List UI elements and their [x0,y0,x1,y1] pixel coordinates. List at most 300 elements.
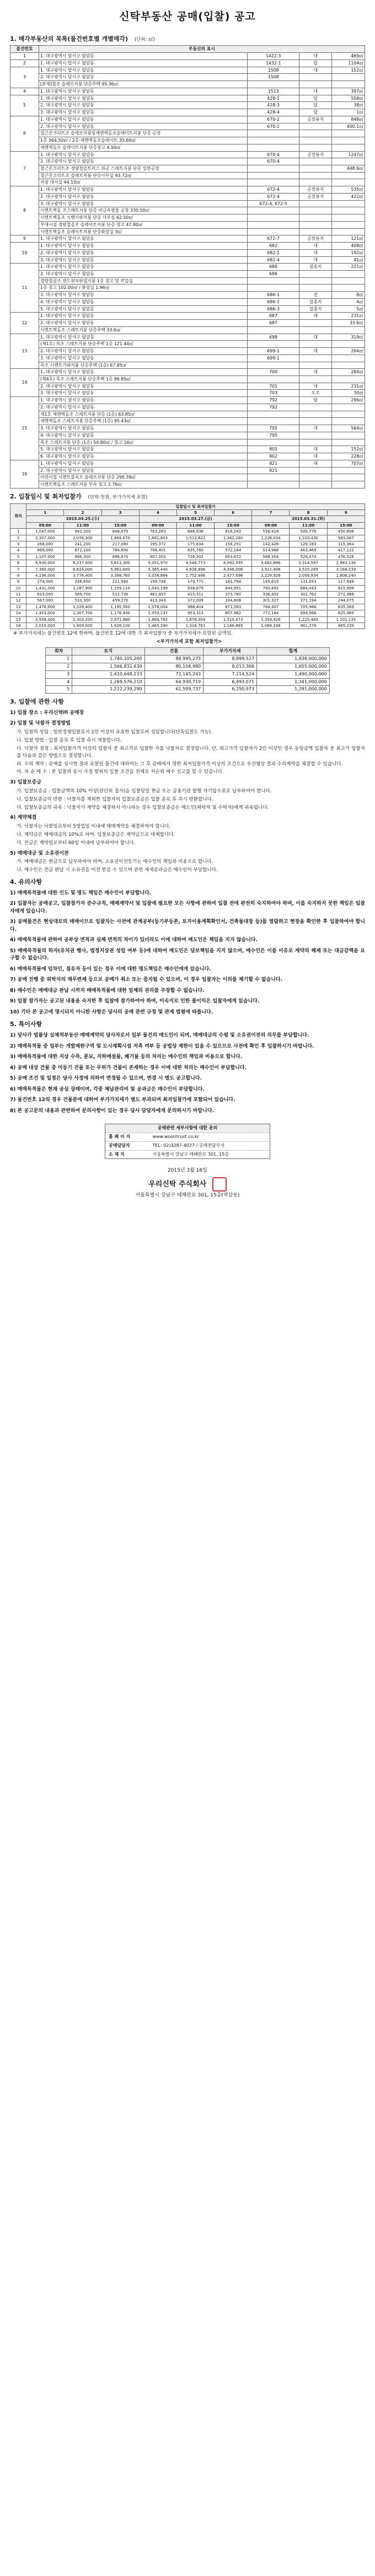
sched-price: 1,287,900 [64,585,101,591]
property-lot: 821 [248,460,299,467]
property-lot [248,376,299,383]
sched-price: 572,184 [215,548,252,554]
property-lot: 672-4 [248,186,299,194]
property-lot: 687 [248,313,299,320]
sched-row [10,554,365,560]
property-no: 7 [10,151,39,186]
property-lot: 1508 [248,74,299,81]
sched-price: 1,103,430 [290,535,327,541]
property-row [10,460,365,467]
sched-price: 760,492 [252,585,290,591]
vat-cell: 1,291,000,000 [257,686,330,694]
property-address: 1. 대구광역시 달서구 월암동 [39,334,248,341]
vat-col: 토지 [72,648,144,656]
property-address: 제1호 세멘벽돌조 스레트지붕 단층 (1층) 63.85㎡ [39,411,248,418]
property-use [299,411,332,418]
contact-heading: 공매관련 세부사항에 대한 문의 [105,1124,270,1133]
property-row [10,264,365,271]
sched-price: 1,195,560 [101,604,139,610]
sched-price: 3,058,884 [139,572,176,578]
company-seal-icon [212,1177,227,1192]
clause-heading: 8) 본 공고문의 내용과 관련하여 문의사항이 있는 경우 당사 담당자에게 문의하시기 바랍니다. [10,1108,214,1114]
contact-label: 소 재 지 [105,1150,149,1159]
property-row [10,123,365,130]
property-row [10,467,365,474]
sched-price: 871,563 [215,604,252,610]
sched-price: 2,307,000 [26,535,64,541]
property-row [10,298,365,305]
property-use [299,285,332,292]
sched-row [10,572,365,578]
property-address: 3. 대구광역시 달서구 월암동 [39,256,248,264]
property-use: 답 [299,397,332,404]
property-row [10,383,365,390]
property-row [10,95,365,102]
property-area: 8㎡ [332,292,365,299]
property-address: (제4호) 목조 스레트지붕 단층주택 1층 86.85㎡ [39,376,248,383]
sched-price: 3,911,406 [252,566,290,572]
property-lot [248,439,299,446]
sched-price: 3,398,760 [101,572,139,578]
property-row [10,151,365,158]
property-row [10,137,365,144]
clause-heading: 7) 공매 진행 중 위탁자의 채무변제 등으로 공매가 취소 또는 중지될 수 있으며, 이 경우 입찰자는 이의를 제기할 수 없습니다. [10,977,283,983]
vat-cell: 8,013,366 [203,663,257,670]
sched-price: 2,477,696 [215,572,252,578]
sched-price: 175,834 [176,541,214,547]
property-lot [248,81,299,88]
property-address: 세멘벽돌조 슬레이트지붕 단층창고 4.50㎡ [39,144,248,151]
property-use: 대 [299,256,332,264]
sched-price: 161,794 [215,579,252,585]
sched-price: 3,520,265 [290,566,327,572]
property-address: 1. 대구광역시 달서구 월암동 [39,53,248,60]
property-use: 대 [299,334,332,341]
property-row [10,376,365,383]
contact-label: 공매담당자 [105,1141,149,1150]
section1-title: 1. 매각부동산의 목록(물건번호별 개별매각) [10,35,128,42]
property-area: 38㎡ [332,102,365,109]
vat-col: 회차 [46,648,72,656]
sched-price: 6,930,000 [26,560,64,566]
property-lot [248,130,299,137]
clause-heading: 7) 물건번호 12의 경우 건물분에 대하여 부가가치세가 별도 부과되며 최저입찰가에 포함되어 있습니다. [10,1097,235,1103]
footer-address: 서울특별시 강남구 테헤란로 301, 15층(역삼동) [135,1192,240,1198]
footer-date: 2015년 3월 16일 [168,1168,207,1174]
sched-price: 336,402 [252,592,290,598]
property-address: 철근콘크리트조 슬래브지붕및세멘벽돌조슬레이트지붕 단층 공장 [39,130,248,137]
property-row [10,292,365,299]
property-use: 대 [299,249,332,256]
property-lot: 686-1 [248,292,299,299]
property-use: 대 [299,53,332,60]
property-use [299,404,332,411]
sched-price: 653,672 [215,554,252,560]
property-area [332,481,365,489]
vat-cell: 1,222,239,290 [72,686,144,694]
vat-cell: 1,838,000,000 [257,656,330,663]
time-label: 09:00 [252,522,290,528]
vat-cell: 8,899,527 [203,656,257,663]
property-area: 535㎡ [332,186,365,194]
clause-heading: 2) 입찰자는 공매공고, 입찰참가자 준수규칙, 매매계약서 및 입찰에 필요한 모든 사항에 관하여 입찰 전에 완전히 숙지하여야 하며, 이를 숙지하지 못한 책임은 입찰자에게 있습니다. [10,901,365,914]
sched-price: 772,184 [252,610,290,616]
clause-text: 가. 입찰보증금 : 입찰금액의 10% 이상(원단위 절사)을 입찰당일 현금 또는 금융기관 발행 자기앞수표로 납부하여야 합니다. [17,788,272,794]
contact-value: www.wooritrust.co.kr [149,1133,270,1141]
sched-row [10,616,365,622]
property-address: 2. 대구광역시 달서구 월암동 [39,249,248,256]
sched-row [10,623,365,629]
property-row [10,235,365,243]
property-no: 8 [10,186,39,235]
property-lot: 795 [248,425,299,432]
property-row [10,446,365,453]
vat-cell: 1 [46,656,72,663]
contact-box [105,1124,270,1159]
vat-cell: 6,250,973 [203,686,257,694]
sched-price: 872,100 [64,548,101,554]
time-label: 15:00 [215,522,252,528]
sched-price: 2,071,980 [101,616,139,622]
sched-price: 1,806,240 [327,572,365,578]
section1-heading [10,35,365,44]
property-address: 2. 대구광역시 달서구 월암동 [39,348,248,355]
vat-cell: 1,490,000,000 [257,670,330,678]
sched-no: 9 [10,579,26,585]
property-lot: 686-2 [248,298,299,305]
property-use: 공장용지 [299,116,332,123]
sched-price: 1,864,782 [139,616,176,622]
property-use: 답 [299,60,332,67]
sched-price: 556,418 [252,529,290,535]
sched-price: 512,730 [101,592,139,598]
property-area: 221㎡ [332,264,365,271]
property-area: 33.6㎡ [332,320,365,327]
property-area: 319㎡ [332,334,365,341]
sched-price: 268,000 [26,541,64,547]
property-area: 231㎡ [332,313,365,320]
sched-price: 1,868,670 [101,535,139,541]
sched-no: 4 [10,548,26,554]
property-lot [248,481,299,489]
property-address: 1. 대구광역시 달서구 월암동 [39,60,248,67]
clause-heading: 4) 매매목적물에 관하여 공부상 면적과 실제 면적의 차이가 있더라도 이에 대하여 매도인은 책임을 지지 않습니다. [10,937,258,943]
contact-label: 홈 페 이 지 [105,1133,149,1141]
vat-cell: 62,509,737 [144,686,203,694]
property-area: 4㎡ [332,298,365,305]
property-use [299,481,332,489]
property-lot [248,411,299,418]
property-row [10,165,365,172]
property-lot: 672-4, 672-5 [248,200,299,207]
sched-price: 1,476,000 [26,604,64,610]
sched-price: 635,760 [176,548,214,554]
sched-no: 11 [10,592,26,598]
sched-no: 2 [10,535,26,541]
property-area [332,467,365,474]
property-row [10,172,365,179]
sched-price: 625,469 [327,610,365,616]
property-area [332,285,365,292]
sched-price: 1,510,473 [215,616,252,622]
sched-row [10,548,365,554]
property-no: 6 [10,116,39,151]
sched-round-row [10,509,365,516]
sched-no: 15 [10,616,26,622]
sched-price: 415,311 [176,592,214,598]
sched-price: 514,966 [252,548,290,554]
sched-price: 2,983,138 [327,560,365,566]
sched-row [10,579,365,585]
contact-row [105,1133,270,1141]
property-use [299,432,332,439]
property-use [299,172,332,179]
property-area [332,404,365,411]
sched-price: 302,762 [290,592,327,598]
property-row [10,221,365,228]
clause-heading: 2) 매매목적물 중 일부는 개발제한구역 및 도시계획시설 저촉 여부 등 공법상 제한이 있을 수 있으므로 사전에 확인 후 입찰하시기 바랍니다. [10,1043,314,1049]
property-use: 전 [299,292,332,299]
sched-price: 706,401 [139,548,176,554]
sched-price: 686,936 [176,529,214,535]
property-row [10,53,365,60]
property-address: 3. 대구광역시 달서구 월암동 [39,425,248,432]
clause-heading: 2) 입찰 및 낙찰자 결정방법 [10,721,71,727]
property-use: 대 [299,243,332,250]
property-lot: 700 [248,369,299,376]
sched-row [10,610,365,616]
property-lot [248,172,299,179]
property-address: 1. 대구광역시 달서구 월암동 [39,67,248,74]
vat-cell: 88,995,273 [144,656,203,663]
sched-price: 199,746 [139,579,176,585]
property-no: 15 [10,397,39,460]
property-use [299,165,332,172]
sched-price: 4,196,000 [26,572,64,578]
property-lot: 821 [248,467,299,474]
property-area: 231㎡ [332,383,365,390]
round-label: 4 [139,509,176,516]
section2-unit: (단위:천원, 부가가치세 포함) [88,494,148,500]
round-label: 2 [64,509,101,516]
clause-heading: 3) 공매물건은 현상대로의 매매이므로 입찰자는 사전에 관계공부(등기부등본, 토지이용계획확인서, 건축물대장 등)를 열람하고 현장을 확인한 후 입찰하여야 합니다. [10,919,365,932]
property-area: 1247㎡ [332,151,365,158]
clause-text: 나. 입찰 방법 : 입찰 종료 후 입찰 즉시 개찰합니다. [17,737,122,743]
property-use: 답 [299,95,332,102]
property-use [299,418,332,425]
property-lot [248,207,299,214]
sched-price: 1,318,761 [176,623,214,629]
vat-row [46,678,329,686]
property-area [332,411,365,418]
property-area [332,158,365,165]
property-row [10,256,365,264]
property-use: 대 [299,425,332,432]
sched-price: 4,092,095 [215,560,252,566]
property-address: 5. 대구광역시 달서구 월암동 [39,446,248,453]
property-row [10,432,365,439]
sched-price: 7,360,000 [26,566,64,572]
property-use [299,200,332,207]
vat-cell: 1,410,648,233 [72,670,144,678]
vat-cell: 6,493,071 [203,678,257,686]
property-table [10,45,365,488]
property-area [332,137,365,144]
sched-price: 2,006,934 [290,572,327,578]
property-lot: 686 [248,264,299,271]
property-no: 14 [10,369,39,397]
sched-price: 784,890 [101,548,139,554]
property-area [332,81,365,88]
sched-price: 417,122 [327,548,365,554]
sched-row [10,592,365,598]
clause-heading: 5) 공매 조건 및 일정은 당사 사정에 의하여 변경될 수 있으며, 변경 시 별도 공고합니다. [10,1076,202,1082]
property-address: [본채]철조 슬래브지붕 단층주택 95.36㎡ [39,81,248,88]
clause-heading: 10) 기타 본 공고에 명시되지 아니한 사항은 당사의 공매 관련 규정 및 관계 법령에 따릅니다. [10,1009,213,1015]
property-address: 철근콘크리트조 슬래브지붕 단층사무실 93.72㎡ [39,172,248,179]
vat-cell: 4 [46,678,72,686]
property-address: 경량철골조 샌드위치판넬지붕 1층 창고 및 작업실 [39,277,248,285]
property-address: 3. 대구광역시 달서구 월암동 [39,200,248,207]
sched-price: 993,087 [327,535,365,541]
sched-price: 588,304 [252,554,290,560]
clause-text: 다. 입찰보증금의 귀속 : 낙찰자가 계약을 체결하지 아니하는 경우 입찰보증금은 매도인(위탁자 및 수탁자)에게 귀속됩니다. [17,804,269,811]
sched-row [10,585,365,591]
property-use: 대 [299,348,332,355]
vat-cell: 5 [46,686,72,694]
property-address: 시멘트벽돌조 시멘기와지붕 단층 사무실 62.50㎡ [39,214,248,222]
vat-row [46,663,329,670]
property-no: 16 [10,460,39,488]
property-row [10,397,365,404]
property-lot: 795 [248,432,299,439]
vat-cell: 1,341,000,000 [257,678,330,686]
sched-price: 1,226,034 [252,535,290,541]
clause-heading: 4) 공매 대상 건물 중 미등기 건물 또는 무허가 건물이 존재하는 경우 이에 대한 처리는 매수인이 부담합니다. [10,1065,247,1071]
vat-header-row [46,648,329,656]
sched-price: 1,465,290 [139,623,176,629]
property-address: 3. 대구광역시 달서구 월암동 [39,355,248,362]
property-row [10,320,365,327]
property-row [10,277,365,285]
sched-price: 1,628,100 [101,623,139,629]
property-address: 4. 대구광역시 달서구 월암동 [39,298,248,305]
property-lot: 686-3 [248,305,299,313]
clause-text: 가. 입찰의 성립 : 일반경쟁입찰로서 1인 이상의 유효한 입찰로써 성립합니다(단독입찰도 가능). [17,729,213,735]
sched-price: 1,359,426 [252,616,290,622]
sched-price: 529,474 [290,554,327,560]
property-area: 400.1㎡ [332,123,365,130]
section2-heading [10,493,365,501]
clause-text: 다. 낙찰자 결정 : 최저입찰가격 이상의 입찰자 중 최고가로 입찰한 자를 낙찰자로 결정합니다. 단, 최고가격 입찰자가 2인 이상인 경우 동일금액 입찰자 중 최고가 입찰자를 다음과 같은 방법으로 결정합니다. [17,745,365,759]
property-use: 잡종지 [299,305,332,313]
sched-price: 4,546,773 [176,560,214,566]
sched-price: 4,346,006 [215,566,252,572]
sched-no: 1 [10,529,26,535]
property-row [10,249,365,256]
vat-row [46,686,329,694]
property-lot [248,144,299,151]
sched-price: 246,600 [64,579,101,585]
sched-price: 117,948 [327,579,365,585]
sched-price: 476,526 [327,554,365,560]
property-area: 707㎡ [332,460,365,467]
sched-price: 996,300 [64,554,101,560]
time-label: 15:00 [327,522,365,528]
property-area: 228㎡ [332,453,365,460]
property-use: 공장용지 [299,151,332,158]
property-use: 잡종지 [299,264,332,271]
property-lot: 670-4 [248,151,299,158]
property-lot [248,341,299,348]
time-label: 15:00 [101,522,139,528]
sched-price: 633,000 [26,592,64,598]
sched-price: 450,698 [327,529,365,535]
round-label: 8 [290,509,327,516]
sched-price: 848,070 [101,529,139,535]
property-row [10,102,365,109]
sched-no: 10 [10,585,26,591]
property-no: 3 [10,67,39,88]
property-address: 철근콘크리트조 경량철골트러스 위공 스레트지붕 단층 일반공장 [39,165,248,172]
round-label: 3 [101,509,139,516]
sched-price: 705,966 [290,604,327,610]
property-use: 도로 [299,390,332,397]
sched-row [10,529,365,535]
property-address: 5. 대구광역시 달서구 월암동 [39,305,248,313]
property-row [10,186,365,194]
property-row [10,214,365,222]
property-address: 1. 대구광역시 달서구 월암동 [39,95,248,102]
property-use [299,362,332,369]
vat-heading: <부가가치세 포함 최저입찰가> [156,638,222,645]
property-use [299,320,332,327]
clause-text: 나. 계약금은 매매대금의 10%로 하며, 입찰보증금은 계약금으로 대체합니다. [17,831,175,838]
sched-no: 8 [10,572,26,578]
vat-col: 부가가치세 [203,648,257,656]
sched-price: 145,615 [252,579,290,585]
sched-price: 896,670 [101,554,139,560]
round-label: 5 [176,509,214,516]
property-lot: 428-1 [248,95,299,102]
sched-time-row [10,522,365,528]
property-area: 422㎡ [332,193,365,200]
property-lot: 682-1 [248,249,299,256]
property-row [10,425,365,432]
property-area [332,341,365,348]
property-lot [248,326,299,334]
property-row [10,390,365,397]
property-area: 284㎡ [332,369,365,376]
section2-title: 2. 입찰일시 및 최저입찰가 [10,492,82,500]
sched-price: 1,159,110 [101,585,139,591]
sched-price: 413,343 [139,598,176,604]
date-label: 2015.03.25.(수) [26,516,140,522]
sched-price: 618,243 [215,529,252,535]
property-area: 152㎡ [332,67,365,74]
sched-price: 1,307,700 [64,610,101,616]
property-use [299,228,332,235]
clause-heading: 3) 매매목적물에 대한 지상 수목, 분묘, 지하매설물, 폐기물 등의 처리는 매수인의 책임과 비용으로 합니다. [10,1054,243,1060]
sched-price: 1,186,885 [215,623,252,629]
property-area: 121㎡ [332,235,365,243]
sched-price: 115,364 [327,541,365,547]
property-use [299,123,332,130]
property-lot: 1422-3 [248,53,299,60]
round-label: 7 [252,509,290,516]
vat-cell: 72,145,243 [144,670,203,678]
property-row [10,130,365,137]
